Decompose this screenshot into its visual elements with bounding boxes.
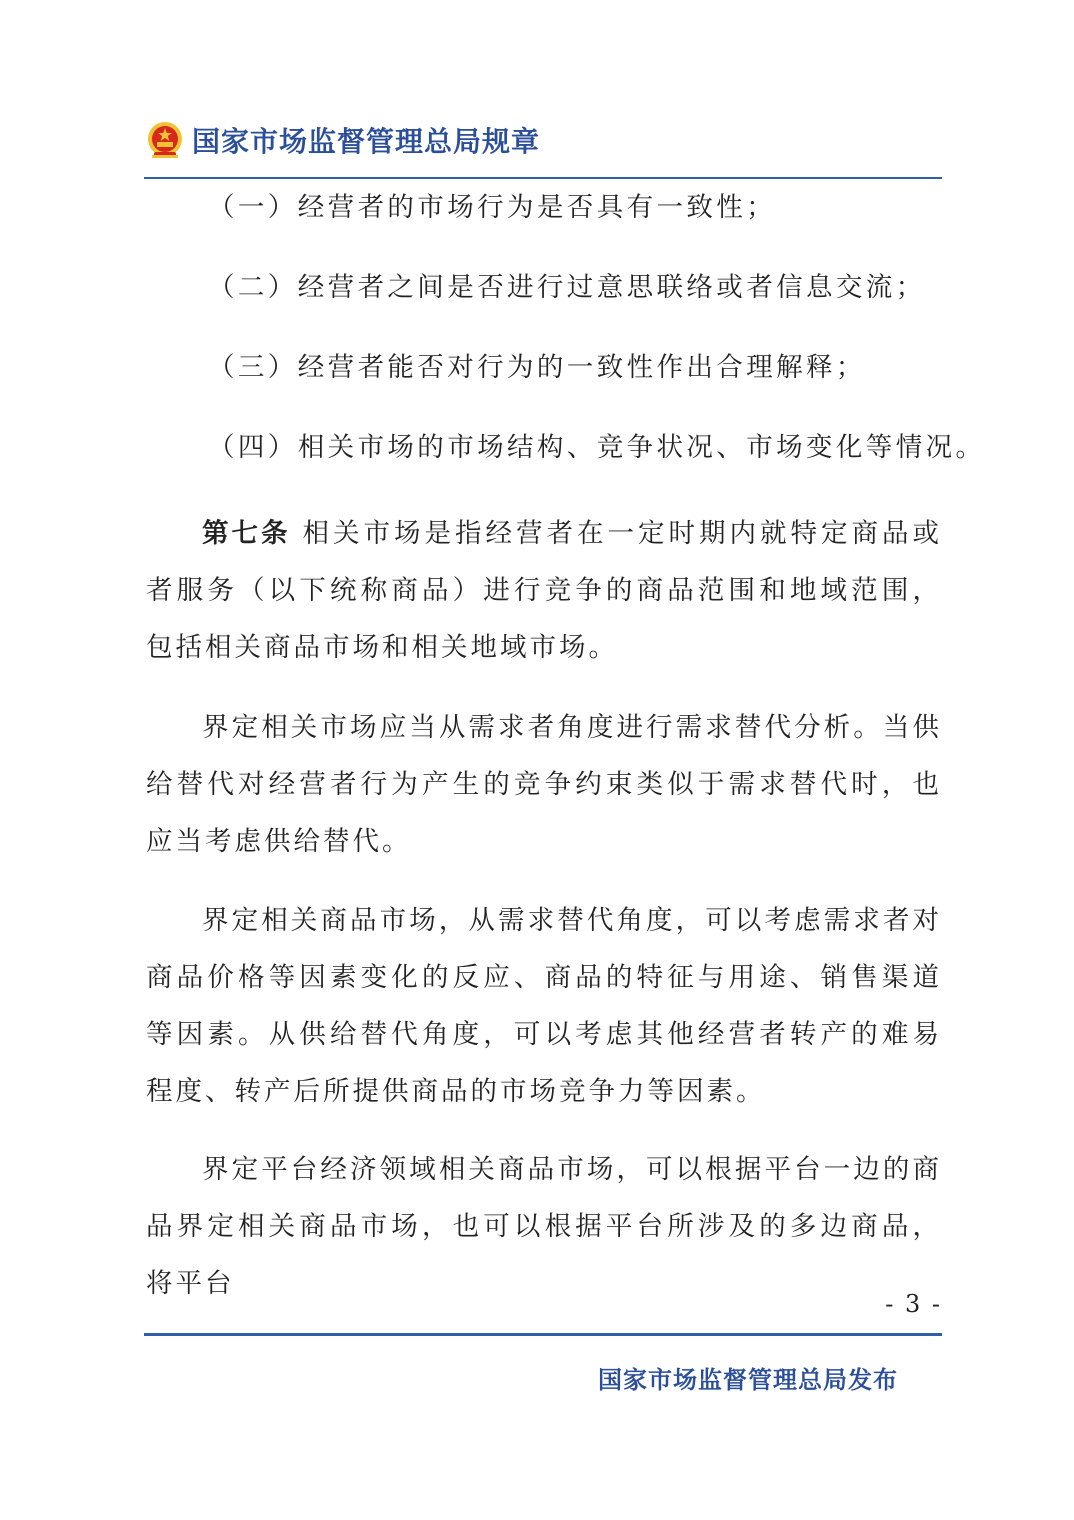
header-title: 国家市场监督管理总局规章 xyxy=(192,125,541,158)
national-emblem-icon xyxy=(146,119,184,161)
footer-publisher: 国家市场监督管理总局发布 xyxy=(598,1366,898,1394)
body-paragraph: 界定相关商品市场，从需求替代角度，可以考虑需求者对商品价格等因素变化的反应、商品的特征与用途、销售渠道等因素。从供给替代角度，可以考虑其他经营者转产的难易程度、转产后所提供商品的市场竞争力等因素。 xyxy=(146,905,942,1107)
page-header xyxy=(146,112,540,168)
article-text: 相关市场是指经营者在一定时期内就特定商品或者服务（以下统称商品）进行竞争的商品范围和地域范围，包括相关商品市场和相关地域市场。 xyxy=(146,518,942,663)
body-paragraph: 界定相关市场应当从需求者角度进行需求替代分析。当供给替代对经营者行为产生的竞争约束类似于需求替代时，也应当考虑供给替代。 xyxy=(146,712,942,857)
article-label: 第七条 xyxy=(202,518,291,549)
list-item: （四）相关市场的市场结构、竞争状况、市场变化等情况。 xyxy=(208,432,986,463)
list-item: （二）经营者之间是否进行过意思联络或者信息交流； xyxy=(208,272,926,303)
footer-divider xyxy=(144,1333,942,1336)
list-item: （一）经营者的市场行为是否具有一致性； xyxy=(208,192,777,223)
page-number: - 3 - xyxy=(885,1290,942,1318)
article-7-paragraph xyxy=(146,505,942,676)
body-paragraph: 界定平台经济领域相关商品市场，可以根据平台一边的商品界定相关商品市场，也可以根据平台所涉及的多边商品，将平台 xyxy=(146,1154,942,1299)
list-item: （三）经营者能否对行为的一致性作出合理解释； xyxy=(208,352,866,383)
header-divider xyxy=(144,177,942,179)
